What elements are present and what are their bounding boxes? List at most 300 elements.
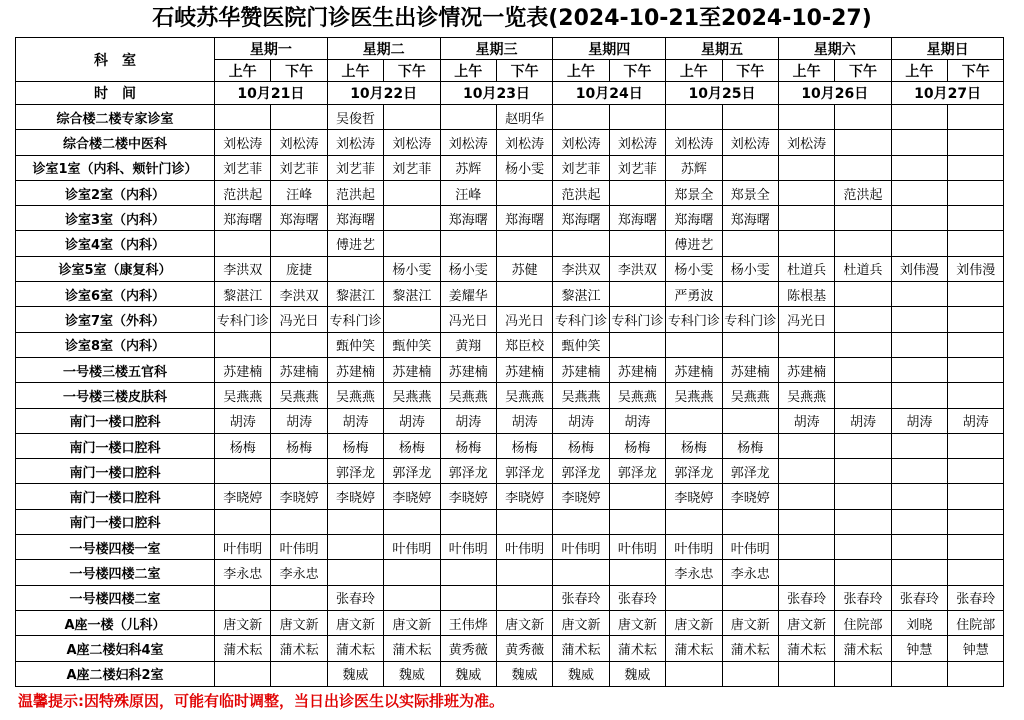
pm-header: 下午 [948, 60, 1004, 82]
doctor-cell: 胡涛 [891, 408, 947, 433]
doctor-cell: 苏建楠 [215, 357, 271, 382]
doctor-cell: 刘松涛 [327, 130, 383, 155]
doctor-cell [440, 585, 496, 610]
doctor-cell: 郭泽龙 [666, 459, 722, 484]
doctor-cell [440, 560, 496, 585]
doctor-cell: 郑海曙 [496, 206, 552, 231]
doctor-cell: 李晓婷 [553, 484, 609, 509]
doctor-cell [948, 231, 1004, 256]
table-row [16, 560, 1004, 585]
doctor-cell: 李永忠 [215, 560, 271, 585]
doctor-cell: 李晓婷 [666, 484, 722, 509]
doctor-cell: 胡涛 [327, 408, 383, 433]
doctor-cell [835, 307, 891, 332]
doctor-cell: 甄仲笑 [327, 332, 383, 357]
doctor-cell: 吴燕燕 [384, 383, 440, 408]
doctor-cell: 专科门诊 [609, 307, 665, 332]
doctor-cell: 苏辉 [440, 155, 496, 180]
doctor-cell: 魏威 [496, 661, 552, 686]
doctor-cell: 刘松涛 [722, 130, 778, 155]
doctor-cell: 刘晓 [891, 610, 947, 635]
doctor-cell: 刘艺菲 [553, 155, 609, 180]
doctor-cell: 杨小雯 [496, 155, 552, 180]
doctor-cell: 杨梅 [553, 433, 609, 458]
doctor-cell: 李洪双 [215, 256, 271, 281]
am-header: 上午 [778, 60, 834, 82]
doctor-cell: 苏建楠 [271, 357, 327, 382]
table-row [16, 105, 1004, 130]
doctor-cell: 住院部 [948, 610, 1004, 635]
dept-cell: 一号楼三楼皮肤科 [16, 383, 215, 408]
doctor-cell: 魏威 [553, 661, 609, 686]
doctor-cell: 唐文新 [327, 610, 383, 635]
doctor-cell [609, 231, 665, 256]
doctor-cell: 蒲术耘 [327, 636, 383, 661]
doctor-cell: 叶伟明 [553, 535, 609, 560]
table-row [16, 357, 1004, 382]
doctor-cell: 苏建楠 [496, 357, 552, 382]
doctor-cell [722, 282, 778, 307]
doctor-cell: 吴燕燕 [215, 383, 271, 408]
doctor-cell: 苏建楠 [722, 357, 778, 382]
am-header: 上午 [440, 60, 496, 82]
doctor-cell [722, 585, 778, 610]
pm-header: 下午 [722, 60, 778, 82]
doctor-cell [948, 357, 1004, 382]
doctor-cell: 吴俊哲 [327, 105, 383, 130]
table-row [16, 433, 1004, 458]
am-header: 上午 [666, 60, 722, 82]
dept-cell: 南门一楼口腔科 [16, 433, 215, 458]
doctor-cell: 杨小雯 [722, 256, 778, 281]
doctor-cell [666, 509, 722, 534]
doctor-cell [384, 206, 440, 231]
doctor-cell: 郑海曙 [666, 206, 722, 231]
doctor-cell: 郑臣校 [496, 332, 552, 357]
table-row [16, 408, 1004, 433]
doctor-cell: 杨梅 [722, 433, 778, 458]
doctor-cell [778, 332, 834, 357]
doctor-cell [496, 509, 552, 534]
doctor-cell: 郭泽龙 [496, 459, 552, 484]
doctor-cell: 胡涛 [271, 408, 327, 433]
doctor-cell [609, 509, 665, 534]
doctor-cell [609, 282, 665, 307]
doctor-cell [891, 383, 947, 408]
doctor-cell: 刘松涛 [666, 130, 722, 155]
date-header-row [16, 82, 1004, 105]
doctor-cell: 杜道兵 [778, 256, 834, 281]
doctor-cell: 刘艺菲 [384, 155, 440, 180]
doctor-cell [778, 459, 834, 484]
doctor-cell [835, 231, 891, 256]
doctor-cell: 黄翔 [440, 332, 496, 357]
doctor-cell: 杜道兵 [835, 256, 891, 281]
doctor-cell: 苏健 [496, 256, 552, 281]
doctor-cell [948, 105, 1004, 130]
doctor-cell [891, 105, 947, 130]
doctor-cell [835, 484, 891, 509]
doctor-cell: 张春玲 [327, 585, 383, 610]
doctor-cell: 吴燕燕 [271, 383, 327, 408]
doctor-cell: 甄仲笑 [384, 332, 440, 357]
date-header: 10月21日 [215, 82, 328, 105]
doctor-cell [666, 661, 722, 686]
doctor-cell: 郭泽龙 [440, 459, 496, 484]
doctor-cell [384, 585, 440, 610]
table-row [16, 231, 1004, 256]
doctor-cell [948, 509, 1004, 534]
doctor-cell: 吴燕燕 [609, 383, 665, 408]
weekday-header: 星期日 [891, 38, 1004, 60]
doctor-cell: 张春玲 [609, 585, 665, 610]
doctor-cell: 李晓婷 [271, 484, 327, 509]
doctor-cell [327, 256, 383, 281]
doctor-cell [835, 560, 891, 585]
dept-cell: A座二楼妇科2室 [16, 661, 215, 686]
doctor-cell: 李永忠 [722, 560, 778, 585]
doctor-cell: 杨梅 [440, 433, 496, 458]
doctor-cell [440, 509, 496, 534]
doctor-cell: 冯光日 [440, 307, 496, 332]
doctor-cell [835, 509, 891, 534]
date-header: 10月26日 [778, 82, 891, 105]
doctor-cell [215, 585, 271, 610]
doctor-cell: 蒲术耘 [215, 636, 271, 661]
doctor-cell [948, 332, 1004, 357]
doctor-cell [835, 130, 891, 155]
doctor-cell: 张春玲 [948, 585, 1004, 610]
doctor-cell: 蒲术耘 [553, 636, 609, 661]
doctor-cell [891, 484, 947, 509]
dept-cell: 诊室4室（内科） [16, 231, 215, 256]
dept-cell: 诊室7室（外科） [16, 307, 215, 332]
doctor-cell: 杨梅 [496, 433, 552, 458]
doctor-cell: 魏威 [440, 661, 496, 686]
doctor-cell: 郭泽龙 [609, 459, 665, 484]
doctor-cell [948, 433, 1004, 458]
dept-cell: 诊室8室（内科） [16, 332, 215, 357]
doctor-cell: 胡涛 [496, 408, 552, 433]
doctor-cell: 郑海曙 [271, 206, 327, 231]
doctor-cell [215, 231, 271, 256]
doctor-cell [722, 408, 778, 433]
doctor-cell [891, 206, 947, 231]
doctor-cell: 胡涛 [835, 408, 891, 433]
weekday-header: 星期四 [553, 38, 666, 60]
doctor-cell: 魏威 [384, 661, 440, 686]
dept-cell: 一号楼四楼一室 [16, 535, 215, 560]
dept-cell: 一号楼四楼二室 [16, 560, 215, 585]
schedule-table [15, 37, 1004, 687]
doctor-cell [891, 560, 947, 585]
doctor-cell [609, 560, 665, 585]
doctor-cell: 苏辉 [666, 155, 722, 180]
doctor-cell: 蒲术耘 [609, 636, 665, 661]
doctor-cell [722, 155, 778, 180]
doctor-cell: 刘松涛 [440, 130, 496, 155]
am-header: 上午 [327, 60, 383, 82]
doctor-cell: 范洪起 [215, 180, 271, 205]
date-header: 10月24日 [553, 82, 666, 105]
doctor-cell [778, 535, 834, 560]
doctor-cell [948, 459, 1004, 484]
dept-cell: A座一楼（儿科） [16, 610, 215, 635]
doctor-cell [215, 661, 271, 686]
doctor-cell: 吴燕燕 [778, 383, 834, 408]
doctor-cell [553, 231, 609, 256]
doctor-cell [666, 408, 722, 433]
doctor-cell: 刘艺菲 [327, 155, 383, 180]
doctor-cell [778, 105, 834, 130]
doctor-cell [384, 105, 440, 130]
doctor-cell: 范洪起 [327, 180, 383, 205]
dept-cell: 诊室5室（康复科） [16, 256, 215, 281]
doctor-cell: 唐文新 [496, 610, 552, 635]
doctor-cell [384, 231, 440, 256]
doctor-cell [778, 180, 834, 205]
doctor-cell: 郭泽龙 [327, 459, 383, 484]
doctor-cell [891, 282, 947, 307]
am-header: 上午 [215, 60, 271, 82]
doctor-cell: 李晓婷 [384, 484, 440, 509]
doctor-cell: 唐文新 [666, 610, 722, 635]
doctor-cell [778, 206, 834, 231]
doctor-cell [778, 484, 834, 509]
doctor-cell: 杨梅 [666, 433, 722, 458]
doctor-cell: 蒲术耘 [778, 636, 834, 661]
doctor-cell: 叶伟明 [496, 535, 552, 560]
doctor-cell [215, 509, 271, 534]
doctor-cell: 苏建楠 [327, 357, 383, 382]
doctor-cell [948, 130, 1004, 155]
doctor-cell: 苏建楠 [609, 357, 665, 382]
doctor-cell: 叶伟明 [215, 535, 271, 560]
dept-cell: 一号楼三楼五官科 [16, 357, 215, 382]
table-row [16, 610, 1004, 635]
doctor-cell: 郑海曙 [609, 206, 665, 231]
doctor-cell: 赵明华 [496, 105, 552, 130]
doctor-cell [948, 180, 1004, 205]
doctor-cell [891, 459, 947, 484]
doctor-cell: 吴燕燕 [722, 383, 778, 408]
doctor-cell [440, 105, 496, 130]
dept-cell: 一号楼四楼二室 [16, 585, 215, 610]
doctor-cell: 胡涛 [384, 408, 440, 433]
table-row [16, 585, 1004, 610]
doctor-cell: 刘伟漫 [891, 256, 947, 281]
doctor-cell: 傅进艺 [666, 231, 722, 256]
dept-cell: 诊室6室（内科） [16, 282, 215, 307]
doctor-cell: 吴燕燕 [666, 383, 722, 408]
doctor-cell: 胡涛 [440, 408, 496, 433]
doctor-cell: 刘松涛 [496, 130, 552, 155]
doctor-cell [891, 357, 947, 382]
table-row [16, 206, 1004, 231]
doctor-cell [666, 585, 722, 610]
doctor-cell: 刘松涛 [553, 130, 609, 155]
doctor-cell [835, 661, 891, 686]
doctor-cell: 刘松涛 [271, 130, 327, 155]
doctor-cell: 刘艺菲 [215, 155, 271, 180]
doctor-cell [609, 105, 665, 130]
doctor-cell [271, 231, 327, 256]
doctor-cell: 蒲术耘 [384, 636, 440, 661]
doctor-cell [215, 105, 271, 130]
doctor-cell: 叶伟明 [384, 535, 440, 560]
doctor-cell: 黄秀薇 [440, 636, 496, 661]
doctor-cell: 王伟烨 [440, 610, 496, 635]
table-row [16, 256, 1004, 281]
doctor-cell: 杨小雯 [384, 256, 440, 281]
doctor-cell [327, 509, 383, 534]
doctor-cell: 刘松涛 [384, 130, 440, 155]
table-row [16, 661, 1004, 686]
date-header: 10月27日 [891, 82, 1004, 105]
doctor-cell [948, 661, 1004, 686]
doctor-cell: 杨小雯 [666, 256, 722, 281]
doctor-cell: 郑海曙 [215, 206, 271, 231]
doctor-cell: 李永忠 [666, 560, 722, 585]
doctor-cell: 叶伟明 [722, 535, 778, 560]
doctor-cell [948, 282, 1004, 307]
doctor-cell: 魏威 [609, 661, 665, 686]
am-header: 上午 [553, 60, 609, 82]
doctor-cell [891, 180, 947, 205]
dept-cell: 南门一楼口腔科 [16, 459, 215, 484]
doctor-cell [778, 560, 834, 585]
doctor-cell [384, 180, 440, 205]
pm-header: 下午 [271, 60, 327, 82]
doctor-cell [835, 105, 891, 130]
doctor-cell [327, 560, 383, 585]
doctor-cell: 李永忠 [271, 560, 327, 585]
doctor-cell [666, 105, 722, 130]
doctor-cell: 汪峰 [440, 180, 496, 205]
doctor-cell: 严勇波 [666, 282, 722, 307]
doctor-cell: 叶伟明 [440, 535, 496, 560]
doctor-cell [778, 155, 834, 180]
doctor-cell: 魏威 [327, 661, 383, 686]
doctor-cell [948, 155, 1004, 180]
doctor-cell: 张春玲 [891, 585, 947, 610]
doctor-cell [948, 484, 1004, 509]
table-row [16, 636, 1004, 661]
doctor-cell: 郭泽龙 [384, 459, 440, 484]
doctor-cell: 李晓婷 [496, 484, 552, 509]
doctor-cell [384, 509, 440, 534]
doctor-cell: 唐文新 [215, 610, 271, 635]
doctor-cell: 唐文新 [553, 610, 609, 635]
pm-header: 下午 [496, 60, 552, 82]
doctor-cell: 李洪双 [609, 256, 665, 281]
doctor-cell [948, 383, 1004, 408]
doctor-cell [722, 105, 778, 130]
doctor-cell [553, 509, 609, 534]
doctor-cell: 刘松涛 [609, 130, 665, 155]
weekday-header: 星期一 [215, 38, 328, 60]
doctor-cell [271, 585, 327, 610]
doctor-cell [835, 433, 891, 458]
doctor-cell: 杨梅 [271, 433, 327, 458]
pm-header: 下午 [384, 60, 440, 82]
doctor-cell [384, 307, 440, 332]
doctor-cell [609, 180, 665, 205]
doctor-cell: 吴燕燕 [327, 383, 383, 408]
doctor-cell: 郑景全 [722, 180, 778, 205]
doctor-cell: 黎湛江 [327, 282, 383, 307]
doctor-cell [778, 661, 834, 686]
date-header: 10月23日 [440, 82, 553, 105]
doctor-cell: 住院部 [835, 610, 891, 635]
table-row [16, 459, 1004, 484]
doctor-cell: 唐文新 [271, 610, 327, 635]
table-row [16, 155, 1004, 180]
doctor-cell: 郑海曙 [553, 206, 609, 231]
doctor-cell: 冯光日 [496, 307, 552, 332]
time-header: 时 间 [16, 82, 215, 105]
doctor-cell: 李晓婷 [440, 484, 496, 509]
doctor-cell: 杨梅 [215, 433, 271, 458]
pm-header: 下午 [609, 60, 665, 82]
doctor-cell: 胡涛 [948, 408, 1004, 433]
doctor-cell: 专科门诊 [327, 307, 383, 332]
doctor-cell: 苏建楠 [666, 357, 722, 382]
dept-cell: 南门一楼口腔科 [16, 484, 215, 509]
doctor-cell: 郑海曙 [327, 206, 383, 231]
doctor-cell: 专科门诊 [553, 307, 609, 332]
doctor-cell [440, 231, 496, 256]
doctor-cell: 胡涛 [215, 408, 271, 433]
dept-cell: 诊室3室（内科） [16, 206, 215, 231]
table-row [16, 307, 1004, 332]
doctor-cell: 杨梅 [609, 433, 665, 458]
doctor-cell [496, 585, 552, 610]
table-row [16, 535, 1004, 560]
doctor-cell: 李晓婷 [215, 484, 271, 509]
doctor-cell: 胡涛 [778, 408, 834, 433]
weekday-header: 星期二 [327, 38, 440, 60]
doctor-cell: 郭泽龙 [722, 459, 778, 484]
doctor-cell: 苏建楠 [440, 357, 496, 382]
dept-cell: 综合楼二楼中医科 [16, 130, 215, 155]
doctor-cell [835, 155, 891, 180]
table-row [16, 484, 1004, 509]
dept-cell: 南门一楼口腔科 [16, 408, 215, 433]
doctor-cell: 蒲术耘 [271, 636, 327, 661]
doctor-cell: 黎湛江 [384, 282, 440, 307]
doctor-cell: 黎湛江 [215, 282, 271, 307]
doctor-cell [835, 535, 891, 560]
doctor-cell: 李洪双 [271, 282, 327, 307]
doctor-cell [271, 105, 327, 130]
dept-cell: 南门一楼口腔科 [16, 509, 215, 534]
doctor-cell: 庞捷 [271, 256, 327, 281]
doctor-cell: 刘伟漫 [948, 256, 1004, 281]
dept-cell: A座二楼妇科4室 [16, 636, 215, 661]
doctor-cell [891, 307, 947, 332]
dept-cell: 综合楼二楼专家诊室 [16, 105, 215, 130]
weekday-header-row [16, 38, 1004, 60]
doctor-cell [835, 459, 891, 484]
doctor-cell [271, 459, 327, 484]
doctor-cell: 范洪起 [835, 180, 891, 205]
doctor-cell [609, 332, 665, 357]
doctor-cell [778, 433, 834, 458]
doctor-cell: 叶伟明 [666, 535, 722, 560]
doctor-cell: 唐文新 [609, 610, 665, 635]
doctor-cell [891, 155, 947, 180]
